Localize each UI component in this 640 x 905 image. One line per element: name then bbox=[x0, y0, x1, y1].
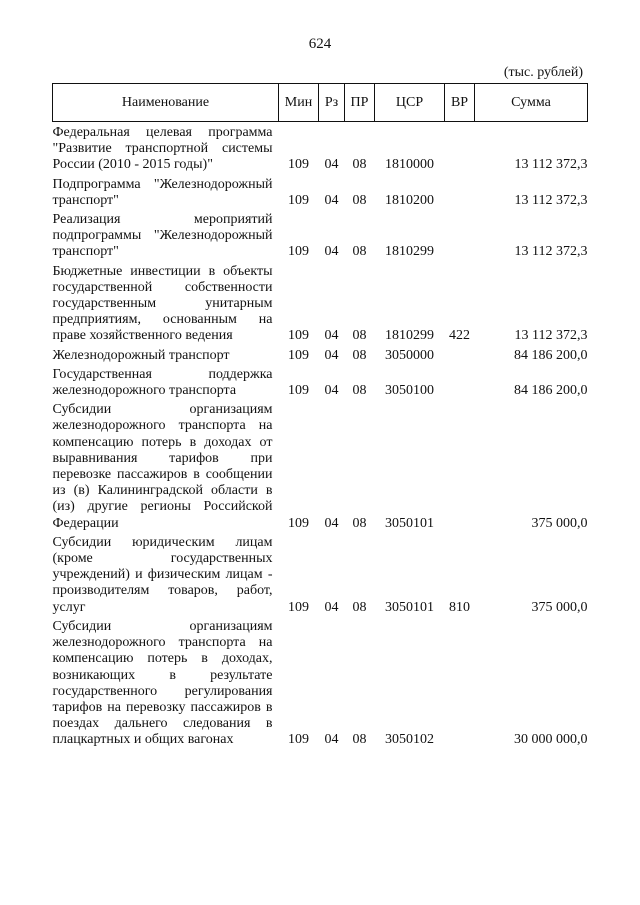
row-vr bbox=[445, 212, 475, 264]
table-row bbox=[53, 367, 588, 402]
row-sum: 84 186 200,0 bbox=[514, 383, 588, 399]
row-csr: 1810200 bbox=[385, 192, 434, 208]
row-pr: 08 bbox=[352, 157, 367, 173]
row-sum: 13 112 372,3 bbox=[514, 192, 588, 208]
row-vr bbox=[445, 367, 475, 402]
row-min: 109 bbox=[288, 599, 309, 615]
row-pr: 08 bbox=[352, 599, 367, 615]
row-pr: 08 bbox=[352, 328, 367, 344]
row-pr: 08 bbox=[352, 515, 367, 531]
row-rz: 04 bbox=[324, 347, 339, 363]
table-row bbox=[53, 177, 588, 212]
row-csr: 3050000 bbox=[385, 347, 434, 363]
row-vr bbox=[445, 122, 475, 177]
row-vr: 422 bbox=[449, 328, 470, 344]
row-pr: 08 bbox=[352, 244, 367, 260]
row-rz: 04 bbox=[324, 383, 339, 399]
table-row bbox=[53, 212, 588, 264]
table-row bbox=[53, 264, 588, 348]
row-rz: 04 bbox=[324, 192, 339, 208]
row-csr: 3050100 bbox=[385, 383, 434, 399]
table-row bbox=[53, 122, 588, 177]
row-rz: 04 bbox=[324, 244, 339, 260]
row-rz: 04 bbox=[324, 515, 339, 531]
row-name: Подпрограмма "Железнодорожный транспорт" bbox=[52, 176, 273, 208]
row-rz: 04 bbox=[324, 328, 339, 344]
header-name: Наименование bbox=[53, 84, 279, 122]
row-pr: 08 bbox=[352, 383, 367, 399]
row-vr bbox=[445, 177, 475, 212]
row-min: 109 bbox=[288, 732, 309, 748]
row-min: 109 bbox=[288, 244, 309, 260]
table-header-row bbox=[53, 84, 588, 122]
row-name: Государственная поддержка железнодорожного транспорта bbox=[52, 366, 273, 399]
row-rz: 04 bbox=[324, 732, 339, 748]
row-csr: 1810299 bbox=[385, 244, 434, 260]
row-name: Реализация мероприятий подпрограммы "Железнодорожный транспорт" bbox=[52, 212, 273, 260]
table-row bbox=[53, 535, 588, 619]
row-vr bbox=[445, 402, 475, 535]
row-sum: 375 000,0 bbox=[531, 515, 588, 531]
row-min: 109 bbox=[288, 515, 309, 531]
row-sum: 84 186 200,0 bbox=[514, 347, 588, 363]
row-min: 109 bbox=[288, 383, 309, 399]
row-vr: 810 bbox=[449, 599, 470, 615]
row-sum: 13 112 372,3 bbox=[514, 157, 588, 173]
row-csr: 3050102 bbox=[385, 732, 434, 748]
row-rz: 04 bbox=[324, 599, 339, 615]
row-csr: 3050101 bbox=[385, 599, 434, 615]
row-name: Железнодорожный транспорт bbox=[52, 347, 230, 363]
row-name: Федеральная целевая программа "Развитие транспортной системы России (2010 - 2015 годы)" bbox=[52, 125, 273, 173]
row-sum: 375 000,0 bbox=[531, 599, 588, 615]
row-csr: 3050101 bbox=[385, 515, 434, 531]
row-min: 109 bbox=[288, 192, 309, 208]
table-row bbox=[53, 348, 588, 367]
row-min: 109 bbox=[288, 157, 309, 173]
row-pr: 08 bbox=[352, 347, 367, 363]
row-rz: 04 bbox=[324, 157, 339, 173]
budget-table bbox=[52, 83, 588, 752]
table-row bbox=[53, 619, 588, 752]
header-pr: ПР bbox=[345, 84, 375, 122]
row-name: Бюджетные инвестиции в объекты государственной собственности государственным унитарным предприятиям, основанным на праве хозяйственного ведения bbox=[52, 263, 273, 344]
row-csr: 1810299 bbox=[385, 328, 434, 344]
row-name: Субсидии юридическим лицам (кроме государственных учреждений) и физическим лицам - производителям товаров, работ, услуг bbox=[52, 534, 273, 615]
row-pr: 08 bbox=[352, 192, 367, 208]
row-vr bbox=[445, 619, 475, 752]
row-name: Субсидии организациям железнодорожного транспорта на компенсацию потерь в доходах от выравнивания тарифов при перевозке пассажиров в сообщении из (в) Калининградской области в (из) другие регионы Российской Федерации bbox=[52, 402, 273, 531]
row-sum: 30 000 000,0 bbox=[514, 732, 588, 748]
header-csr: ЦСР bbox=[375, 84, 445, 122]
header-rz: Рз bbox=[319, 84, 345, 122]
header-min: Мин bbox=[279, 84, 319, 122]
row-pr: 08 bbox=[352, 732, 367, 748]
table-row bbox=[53, 402, 588, 535]
row-name: Субсидии организациям железнодорожного транспорта на компенсацию потерь в доходах, возникающих в результате государственного регулирования тарифов на перевозку пассажиров в поездах дальнего следования в плацкартных и общих вагонах bbox=[52, 618, 273, 748]
row-vr bbox=[445, 348, 475, 367]
units-label: (тыс. рублей) bbox=[503, 65, 583, 80]
row-min: 109 bbox=[288, 347, 309, 363]
row-csr: 1810000 bbox=[385, 157, 434, 173]
row-sum: 13 112 372,3 bbox=[514, 328, 588, 344]
row-sum: 13 112 372,3 bbox=[514, 244, 588, 260]
header-sum: Сумма bbox=[475, 84, 588, 122]
page-number: 624 bbox=[308, 36, 332, 52]
row-min: 109 bbox=[288, 328, 309, 344]
header-vr: ВР bbox=[445, 84, 475, 122]
